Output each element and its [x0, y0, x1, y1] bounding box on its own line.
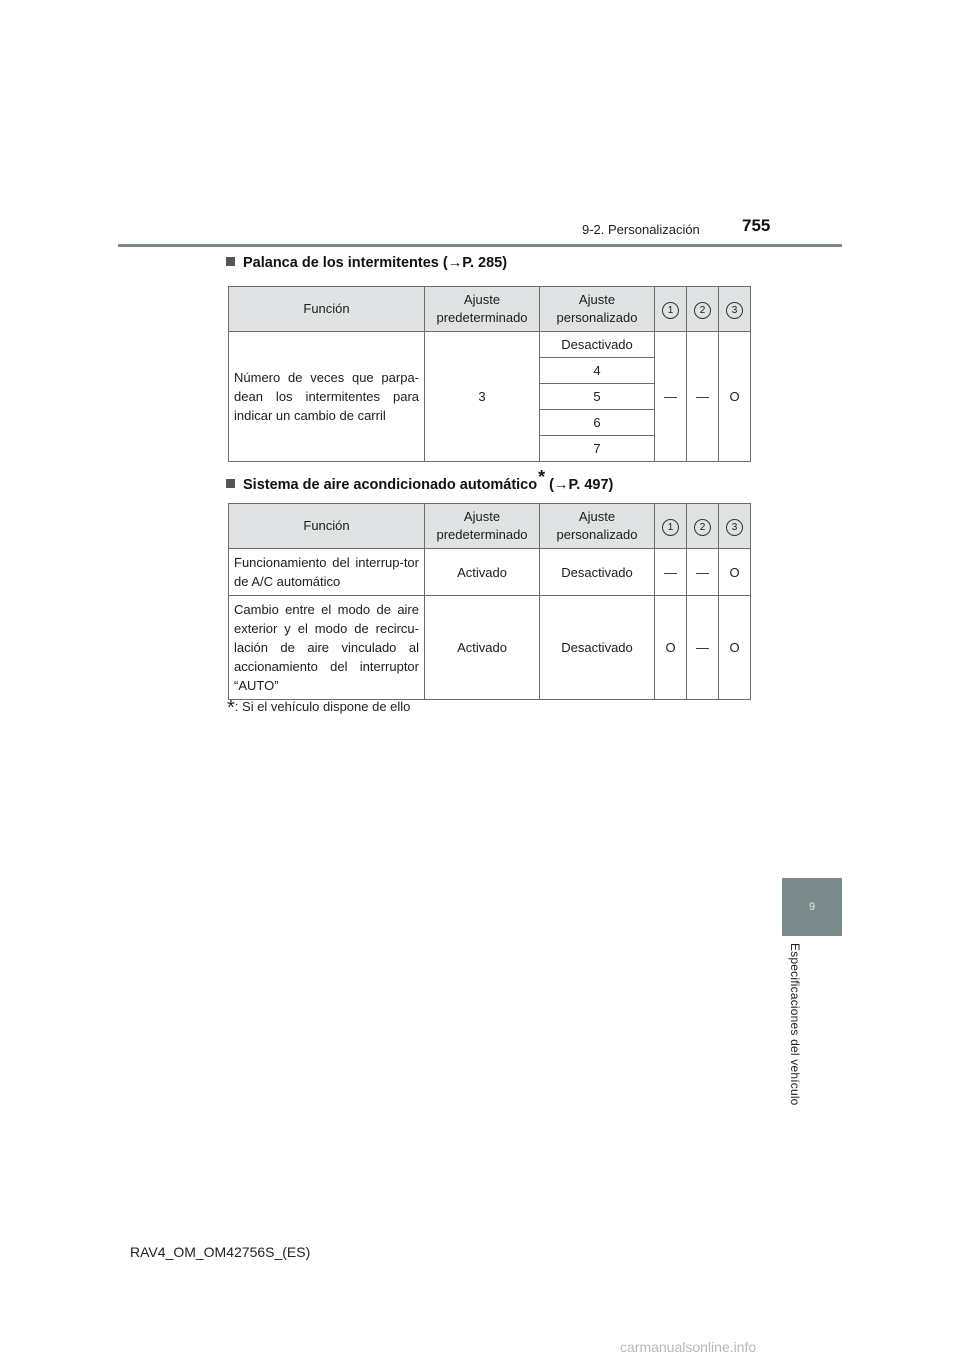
circled-number-icon: 3 [726, 519, 743, 536]
chapter-tab-label: Especificaciones del vehículo [788, 943, 802, 1106]
table-header-row [229, 287, 751, 332]
option-3-cell: O [719, 332, 751, 462]
custom-cell: Desactivado [540, 596, 655, 700]
column-header-default: Ajuste predeterminado [425, 504, 540, 549]
footnote: *: Si el vehículo dispone de ello [227, 697, 411, 719]
watermark: carmanualsonline.info [620, 1339, 757, 1355]
circled-number-icon: 2 [694, 519, 711, 536]
table-row [229, 549, 751, 596]
default-cell: 3 [425, 332, 540, 462]
column-header-custom: Ajuste personalizado [540, 504, 655, 549]
column-header-1 [655, 504, 687, 549]
column-header-1 [655, 287, 687, 332]
auto-ac-table [228, 503, 751, 700]
column-header-3 [719, 504, 751, 549]
table-row [229, 332, 751, 358]
asterisk-icon: * [538, 467, 546, 487]
section-heading-auto-ac: Sistema de aire acondicionado automático* (→P. 497) [226, 473, 613, 494]
column-header-3 [719, 287, 751, 332]
circled-number-icon: 1 [662, 302, 679, 319]
section-heading-turn-signal: Palanca de los intermitentes (→P. 285) [226, 255, 507, 271]
chapter-number: 9 [808, 901, 816, 913]
column-header-function: Función [229, 504, 425, 549]
asterisk-icon: * [227, 697, 235, 719]
column-header-function: Función [229, 287, 425, 332]
option-3-cell: O [719, 596, 751, 700]
column-header-custom: Ajuste personalizado [540, 287, 655, 332]
custom-option-cell: Desactivado [540, 332, 655, 358]
document-code: RAV4_OM_OM42756S_(ES) [130, 1244, 311, 1260]
table-header-row [229, 504, 751, 549]
table-row [229, 596, 751, 700]
default-cell: Activado [425, 596, 540, 700]
arrow-icon: → [554, 477, 569, 493]
arrow-icon: → [447, 255, 463, 271]
page-number: 755 [742, 216, 771, 235]
custom-option-cell: 5 [540, 384, 655, 410]
default-cell: Activado [425, 549, 540, 596]
chapter-tab [782, 878, 842, 936]
circled-number-icon: 2 [694, 302, 711, 319]
function-cell: Cambio entre el modo de aire exterior y el modo de recircu-lación de aire vinculado al accionamiento del interruptor “AUTO” [229, 596, 425, 700]
header-section-title: 9-2. Personalización [582, 222, 700, 237]
header-rule [118, 244, 842, 247]
function-cell: Número de veces que parpa-dean los intermitentes para indicar un cambio de carril [229, 332, 425, 462]
column-header-default: Ajuste predeterminado [425, 287, 540, 332]
function-cell: Funcionamiento del interrup-tor de A/C automático [229, 549, 425, 596]
circled-number-icon: 1 [662, 519, 679, 536]
option-2-cell: — [687, 332, 719, 462]
custom-option-cell: 6 [540, 410, 655, 436]
custom-option-cell: 7 [540, 436, 655, 462]
option-1-cell: — [655, 332, 687, 462]
option-3-cell: O [719, 549, 751, 596]
circled-number-icon: 3 [726, 302, 743, 319]
square-bullet-icon [226, 257, 235, 266]
square-bullet-icon [226, 479, 235, 488]
option-2-cell: — [687, 596, 719, 700]
custom-option-cell: 4 [540, 358, 655, 384]
turn-signal-table [228, 286, 751, 462]
option-1-cell: — [655, 549, 687, 596]
column-header-2 [687, 504, 719, 549]
custom-cell: Desactivado [540, 549, 655, 596]
column-header-2 [687, 287, 719, 332]
option-1-cell: O [655, 596, 687, 700]
option-2-cell: — [687, 549, 719, 596]
